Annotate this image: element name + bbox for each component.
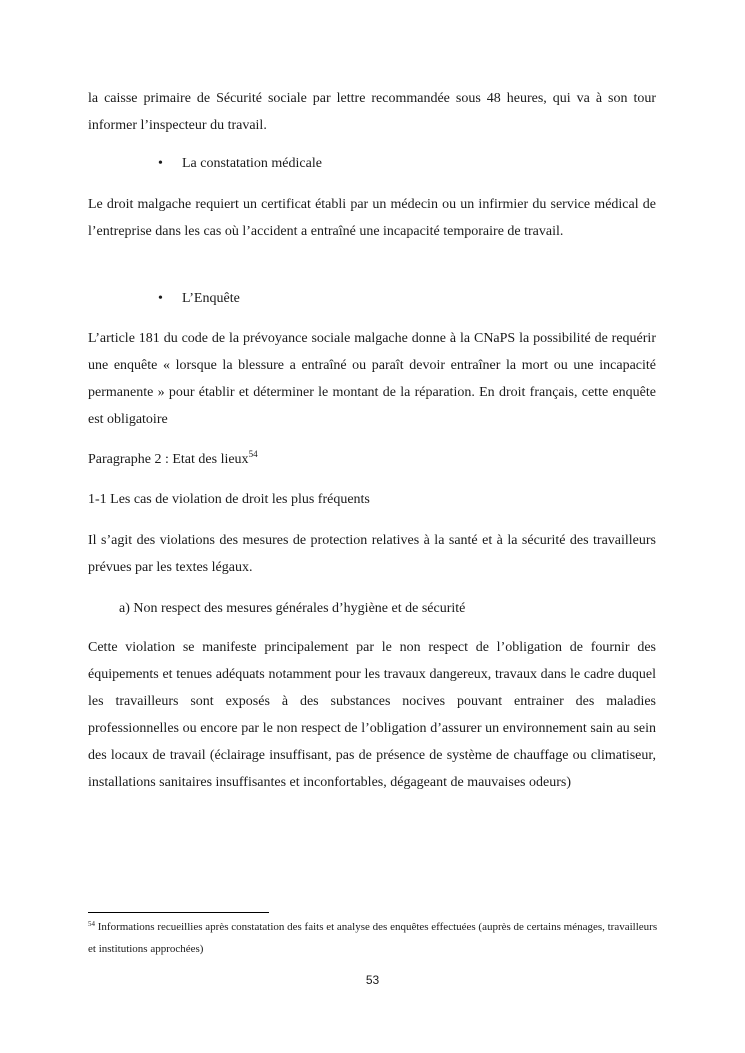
heading-text: Paragraphe 2 : Etat des lieux: [88, 452, 249, 467]
bullet-item-enquete: [158, 285, 458, 312]
footnote: [88, 916, 658, 960]
paragraph-droit-malgache: Le droit malgache requiert un certificat établi par un médecin ou un infirmier du service médical de l’entreprise dans les cas où l’accident a entraîné une incapacité temporaire de travail.: [88, 197, 656, 239]
paragraph-caisse-primaire: la caisse primaire de Sécurité sociale par lettre recommandée sous 48 heures, qui va à son tour informer l’inspecteur du travail.: [88, 91, 656, 133]
bullet-label: L’Enquête: [182, 291, 240, 306]
page-number: 53: [365, 973, 380, 987]
footnote-text: Informations recueillies après constatation des faits et analyse des enquêtes effectuées (auprès de certains ménages, travailleurs et institutions approchées): [88, 921, 658, 955]
bullet-label: La constatation médicale: [182, 156, 322, 171]
bullet-item-constatation: [158, 150, 458, 177]
bullet-icon: •: [158, 291, 163, 306]
paragraph-cette-violation: Cette violation se manifeste principalement par le non respect de l’obligation de fournir des équipements et tenues adéquats notamment pour les travaux dangereux, travaux dans le cadre duquel les travailleurs sont exposés à des substances nocives pouvant entrainer des maladies professionnelles ou encore par le non respect de l’obligation d’assurer un environnement sain au sein des locaux de travail (éclairage insuffisant, pas de présence de système de chauffage ou climatiseur, installations sanitaires insuffisantes et inconfortables, dégageant de mauvaises odeurs): [88, 640, 656, 790]
footnote-separator: [88, 912, 269, 913]
heading-1-1: 1-1 Les cas de violation de droit les plus fréquents: [88, 492, 370, 507]
paragraph-violations: Il s’agit des violations des mesures de protection relatives à la santé et à la sécurité des travailleurs prévues par les textes légaux.: [88, 533, 656, 575]
footnote-ref: 54: [248, 449, 258, 459]
heading-paragraphe-2: [88, 446, 258, 473]
bullet-icon: •: [158, 156, 163, 171]
subheading-a: a) Non respect des mesures générales d’hygiène et de sécurité: [119, 601, 466, 616]
paragraph-article-181: L’article 181 du code de la prévoyance sociale malgache donne à la CNaPS la possibilité de requérir une enquête « lorsque la blessure a entraîné ou paraît devoir entraîner la mort ou une incapacité permanente » pour établir et déterminer le montant de la réparation. En droit français, cette enquête est obligatoire: [88, 331, 656, 427]
footnote-number: 54: [88, 920, 95, 928]
